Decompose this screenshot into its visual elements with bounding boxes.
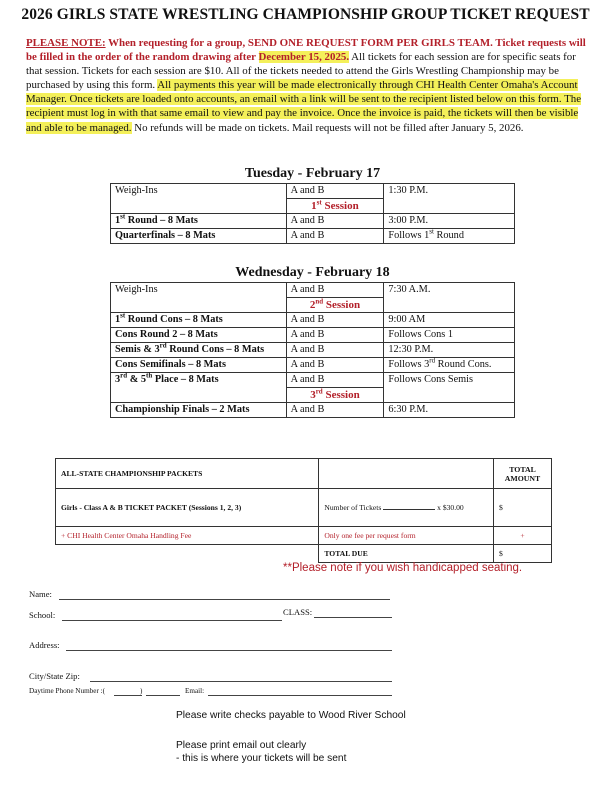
email-note-1: Please print email out clearly	[176, 740, 307, 751]
classes-cell: A and B	[286, 328, 384, 343]
checks-payable-note: Please write checks payable to Wood River School	[176, 710, 406, 721]
total-amount-header: TOTAL AMOUNT	[494, 459, 552, 489]
class-field[interactable]	[314, 617, 392, 618]
classes-cell: A and B	[286, 229, 384, 244]
tuesday-schedule-table	[110, 183, 515, 244]
tuesday-heading: Tuesday - February 17	[244, 166, 381, 181]
weighins-event: Weigh-Ins	[111, 283, 287, 313]
event-cell: Cons Round 2 – 8 Mats	[111, 328, 287, 343]
school-label: School:	[29, 610, 56, 620]
packets-table	[55, 458, 552, 563]
weighins-time: 7:30 A.M.	[384, 283, 515, 313]
time-cell: Follows 3rd Round Cons.	[384, 358, 515, 373]
empty-cell	[319, 459, 494, 489]
time-cell: Follows Cons Semis	[384, 373, 515, 403]
weighins-time: 1:30 P.M.	[384, 184, 515, 214]
notice-paragraph	[26, 36, 592, 135]
table-row	[56, 489, 552, 527]
notice-label: PLEASE NOTE:	[26, 37, 106, 49]
table-row	[56, 459, 552, 489]
table-row	[111, 328, 515, 343]
page-title: 2026 GIRLS STATE WRESTLING CHAMPIONSHIP GROUP TICKET REQUEST	[21, 6, 590, 23]
session-2-label: 2nd Session	[286, 298, 384, 313]
time-cell: 9:00 AM	[384, 313, 515, 328]
table-row	[56, 527, 552, 545]
packets-header: ALL-STATE CHAMPIONSHIP PACKETS	[56, 459, 319, 489]
class-label: CLASS:	[283, 607, 313, 617]
event-cell: 3rd & 5th Place – 8 Mats	[111, 373, 287, 403]
email-field[interactable]	[208, 695, 392, 696]
event-cell: 1st Round – 8 Mats	[111, 214, 287, 229]
school-field[interactable]	[62, 620, 282, 621]
table-row	[111, 373, 515, 388]
total-due-cell[interactable]: $	[494, 545, 552, 563]
time-cell: Follows Cons 1	[384, 328, 515, 343]
weighins-event: Weigh-Ins	[111, 184, 287, 214]
wednesday-schedule-table	[110, 282, 515, 418]
classes-cell: A and B	[286, 358, 384, 373]
notice-text-1: All tickets for each session are for specific seats for that session. Tickets for each session are $10. All of the tickets needed to attend the Girls Wrestling Championship may be purchased by using this form.	[26, 51, 576, 92]
event-cell: Championship Finals – 2 Mats	[111, 403, 287, 418]
name-label: Name:	[29, 589, 52, 599]
event-cell: Cons Semifinals – 8 Mats	[111, 358, 287, 373]
classes-cell: A and B	[286, 313, 384, 328]
fee-plus: +	[494, 527, 552, 545]
time-cell: 3:00 P.M.	[384, 214, 515, 229]
weighins-classes: A and B	[286, 184, 384, 199]
table-row	[111, 283, 515, 298]
name-field[interactable]	[59, 599, 390, 600]
packet-total-cell[interactable]: $	[494, 489, 552, 527]
handicap-note: **Please note if you wish handicapped seating.	[283, 562, 523, 574]
notice-bold-text: When requesting for a group, SEND ONE REQUEST FORM PER GIRLS TEAM. Ticket requests will be filled in the order of the random drawing after	[26, 37, 586, 64]
address-label: Address:	[29, 640, 60, 650]
phone-label: Daytime Phone Number :(	[29, 687, 106, 695]
fee-note: Only one fee per request form	[319, 527, 494, 545]
empty-cell	[56, 545, 319, 563]
session-1-label: 1st Session	[286, 199, 384, 214]
phone-area-code-field[interactable]	[114, 695, 142, 696]
table-row	[111, 403, 515, 418]
classes-cell: A and B	[286, 403, 384, 418]
table-row	[111, 343, 515, 358]
classes-cell: A and B	[286, 343, 384, 358]
notice-highlighted: All payments this year will be made electronically through CHI Health Center Omaha's Account Manager. Once tickets are loaded onto accounts, an email with a link will be sent to the recipient listed below on this form. The recipient must log in with that same email to view and pay the invoice. Once the invoice is paid, the tickets will then be visible and able to be managed.	[26, 79, 582, 134]
time-cell: 12:30 P.M.	[384, 343, 515, 358]
session-3-label: 3rd Session	[286, 388, 384, 403]
wednesday-heading: Wednesday - February 18	[235, 265, 390, 280]
time-cell: Follows 1st Round	[384, 229, 515, 244]
address-field[interactable]	[66, 650, 392, 651]
city-state-zip-field[interactable]	[90, 681, 392, 682]
table-row	[111, 184, 515, 199]
table-row	[111, 313, 515, 328]
table-row	[111, 214, 515, 229]
email-note-2: - this is where your tickets will be sent	[176, 753, 347, 764]
table-row	[111, 229, 515, 244]
total-due-label: TOTAL DUE	[319, 545, 494, 563]
tickets-cell[interactable]: Number of Tickets x $30.00	[319, 489, 494, 527]
time-cell: 6:30 P.M.	[384, 403, 515, 418]
phone-close-paren: )	[140, 687, 143, 695]
email-label: Email:	[185, 687, 205, 695]
phone-number-field[interactable]	[146, 695, 180, 696]
table-row	[111, 358, 515, 373]
classes-cell: A and B	[286, 214, 384, 229]
event-cell: Semis & 3rd Round Cons – 8 Mats	[111, 343, 287, 358]
notice-text-2: No refunds will be made on tickets. Mail requests will not be filled after January 5, 2026.	[131, 121, 524, 134]
handling-fee-label: + CHI Health Center Omaha Handling Fee	[56, 527, 319, 545]
price: x $30.00	[437, 503, 464, 512]
packet-label: Girls - Class A & B TICKET PACKET (Sessions 1, 2, 3)	[56, 489, 319, 527]
weighins-classes: A and B	[286, 283, 384, 298]
table-row	[56, 545, 552, 563]
event-cell: 1st Round Cons – 8 Mats	[111, 313, 287, 328]
deadline-date: December 15, 2025.	[258, 51, 350, 64]
city-state-zip-label: City/State Zip:	[29, 671, 80, 681]
event-cell: Quarterfinals – 8 Mats	[111, 229, 287, 244]
classes-cell: A and B	[286, 373, 384, 388]
